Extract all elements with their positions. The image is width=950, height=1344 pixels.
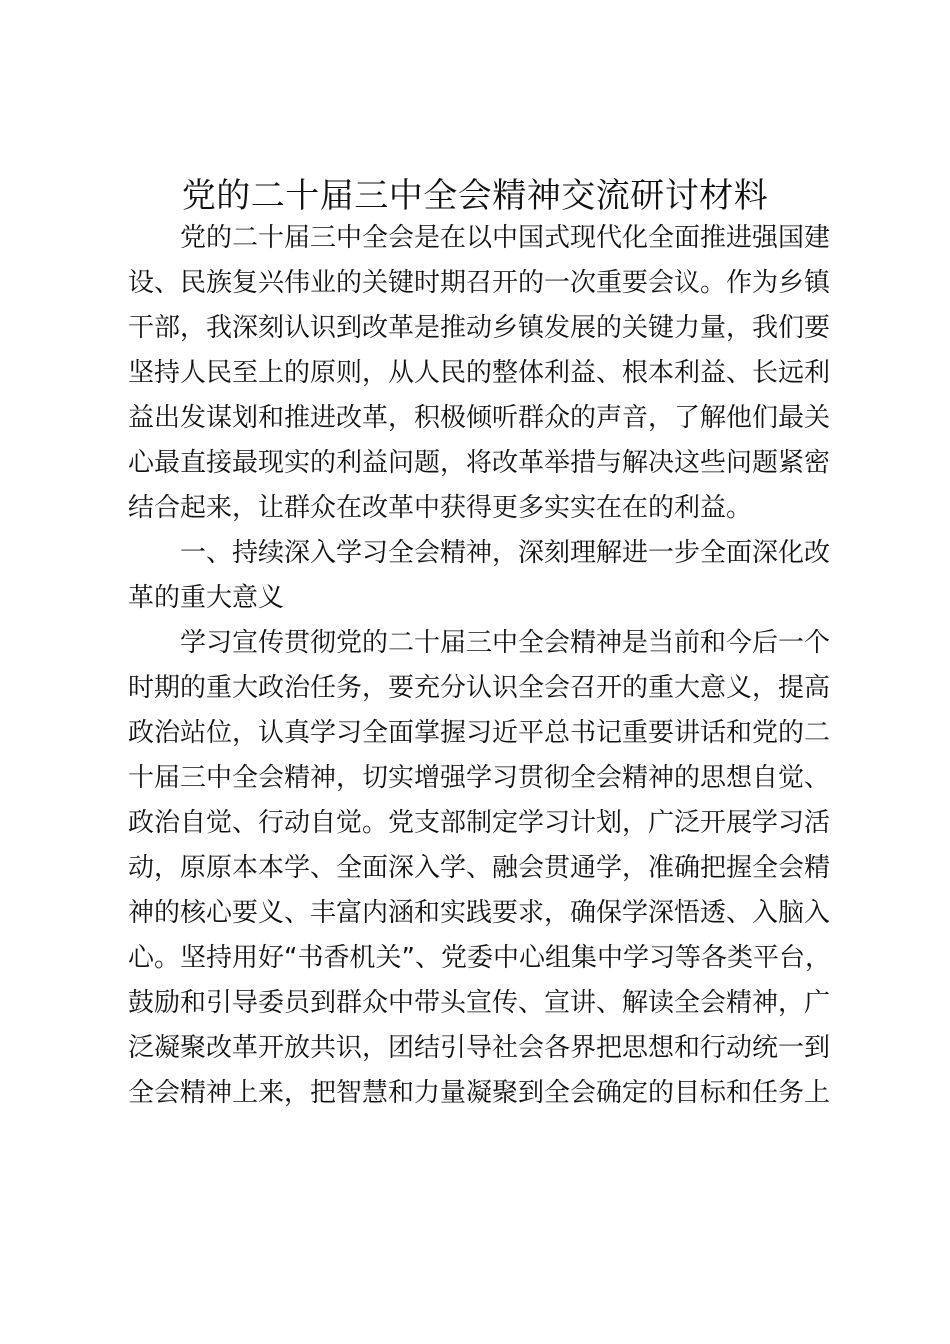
paragraph-line: 心。坚持用好“书香机关”、党委中心组集中学习等各类平台， <box>128 943 831 973</box>
section-heading-line: 一、持续深入学习全会精神，深刻理解进一步全面深化改 <box>180 538 831 568</box>
paragraph-line: 政治站位，认真学习全面掌握习近平总书记重要讲话和党的二 <box>128 718 831 748</box>
paragraph-line: 泛凝聚改革开放共识，团结引导社会各界把思想和行动统一到 <box>128 1033 831 1063</box>
paragraph-line: 设、民族复兴伟业的关键时期召开的一次重要会议。作为乡镇 <box>128 268 831 298</box>
paragraph-line: 干部，我深刻认识到改革是推动乡镇发展的关键力量，我们要 <box>128 313 831 343</box>
paragraph-line: 结合起来，让群众在改革中获得更多实实在在的利益。 <box>128 493 753 523</box>
document-title: 党的二十届三中全会精神交流研讨材料 <box>181 176 769 216</box>
paragraph-line: 益出发谋划和推进改革，积极倾听群众的声音，了解他们最关 <box>128 403 831 433</box>
paragraph-line: 动，原原本本学、全面深入学、融会贯通学，准确把握全会精 <box>128 853 831 883</box>
paragraph-line: 政治自觉、行动自觉。党支部制定学习计划，广泛开展学习活 <box>128 808 831 838</box>
paragraph-line: 心最直接最现实的利益问题，将改革举措与解决这些问题紧密 <box>128 448 831 478</box>
paragraph-line: 全会精神上来，把智慧和力量凝聚到全会确定的目标和任务上 <box>128 1078 831 1108</box>
paragraph-line: 时期的重大政治任务，要充分认识全会召开的重大意义，提高 <box>128 673 831 703</box>
paragraph-line: 党的二十届三中全会是在以中国式现代化全面推进强国建 <box>180 223 831 253</box>
paragraph-line: 鼓励和引导委员到群众中带头宣传、宣讲、解读全会精神，广 <box>128 988 831 1018</box>
paragraph-line: 十届三中全会精神，切实增强学习贯彻全会精神的思想自觉、 <box>128 763 831 793</box>
paragraph-line: 神的核心要义、丰富内涵和实践要求，确保学深悟透、入脑入 <box>128 898 831 928</box>
section-heading-line: 革的重大意义 <box>128 583 285 613</box>
paragraph-line: 坚持人民至上的原则，从人民的整体利益、根本利益、长远利 <box>128 358 831 388</box>
paragraph-line: 学习宣传贯彻党的二十届三中全会精神是当前和今后一个 <box>180 628 831 658</box>
